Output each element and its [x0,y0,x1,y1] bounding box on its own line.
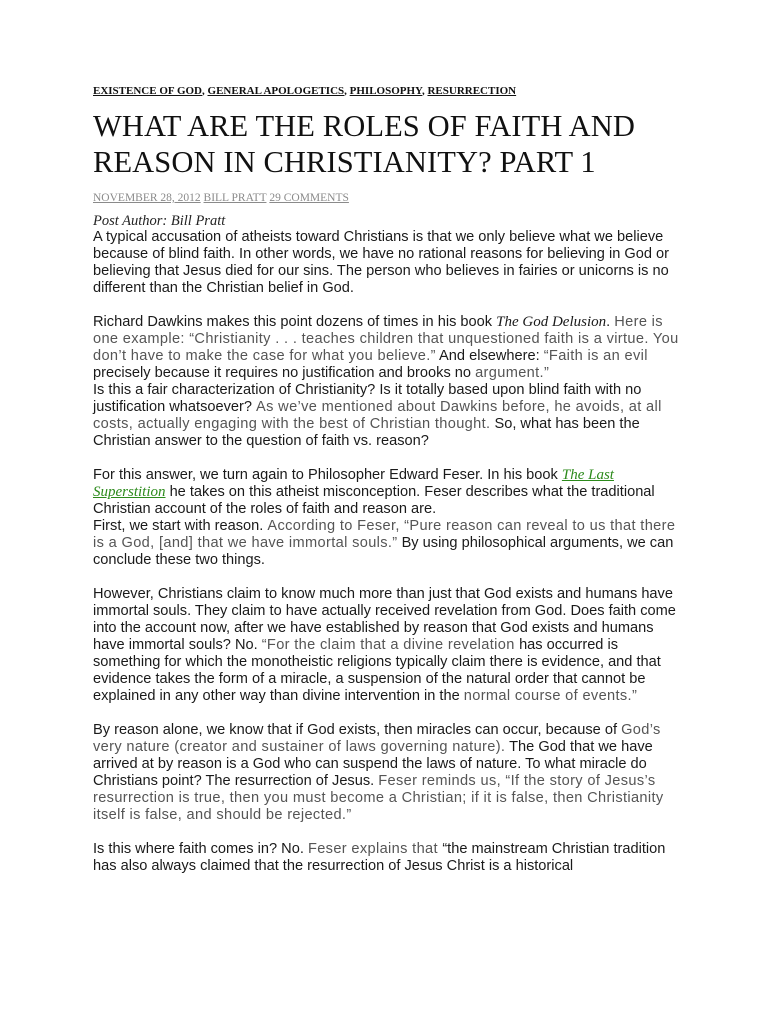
text-run: However, Christians claim to know much more than just that God exists and humans have immortal souls. They claim to have actually received revelation from God. Does faith come into the account now, after we have established by reason that God exists and humans have immortal souls? No. [93,586,676,653]
title-line-2: REASON IN CHRISTIANITY? PART 1 [93,145,596,179]
text-run: “the mainstream Christian tradition has also always claimed that the resurrection of Jesus Christ is a historical [93,841,666,874]
quote: normal course of events.” [463,688,638,704]
post-date-link[interactable]: NOVEMBER 28, 2012 [93,192,201,204]
quote: “For the claim that a divine revelation [261,637,520,653]
paragraph [93,467,683,518]
text-run: . [606,314,615,330]
category-resurrection[interactable]: RESURRECTION [427,85,517,97]
title-line-1: WHAT ARE THE ROLES OF FAITH AND [93,109,635,143]
text-run: By reason alone, we know that if God exists, then miracles can occur, because of [93,722,622,738]
quote: Feser reminds us, “If the story of Jesus’s resurrection is true, then you must become a Christian; if it is false, then Christianity itself is false, and should be rejected.” [93,773,664,823]
quote: According to Feser, “Pure reason can reveal to us that there is a God, [and] that we have immortal souls.” [93,518,676,551]
comments-link[interactable]: 29 COMMENTS [269,192,349,204]
category-existence-of-god[interactable]: EXISTENCE OF GOD [93,85,203,97]
paragraph [93,841,683,875]
quote: “Faith is an evil [543,348,648,364]
text-run: The God that we have arrived at by reason is a God who can suspend the laws of nature. To what miracle do Christians point? The resurrection of Jesus. [93,739,653,789]
category-links: EXISTENCE OF GOD, GENERAL APOLOGETICS, PHILOSOPHY, RESURRECTION [93,85,517,97]
quote: Here is one example: “Christianity . . . teaches children that unquestioned faith is a virtue. You don’t have to make the case for what you believe.” [93,314,679,364]
text-run: For this answer, we turn again to Philosopher Edward Feser. In his book [93,467,562,483]
quote: argument.” [475,365,550,381]
article [93,84,683,875]
text-run: And elsewhere: [435,348,544,364]
post-author: Post Author: Bill Pratt [93,213,226,229]
author-link[interactable]: BILL PRATT [203,192,267,204]
text-run: By using philosophical arguments, we can conclude these two things. [93,535,674,568]
quote: As we’ve mentioned about Dawkins before, he avoids, at all costs, actually engaging with the best of Christian thought. [93,399,662,432]
quote: Feser explains that [307,841,443,857]
text-run: First, we start with reason. [93,518,268,534]
text-run: he takes on this atheist misconception. Feser describes what the traditional Christian account of the roles of faith and reason are. [93,484,655,517]
text-run: has occurred is something for which the monotheistic religions typically claim there is evidence, and that evidence takes the form of a miracle, a suspension of the natural order that cannot be explained in any other way than divine intervention in the [93,637,661,704]
paragraph [93,314,683,382]
paragraph [93,722,683,824]
text-run: precisely because it requires no justification and brooks no [93,365,476,381]
paragraph [93,518,683,569]
paragraph: A typical accusation of atheists toward Christians is that we only believe what we believe because of blind faith. In other words, we have no rational reasons for believing in God or believing that Jesus died for our sins. The person who believes in fairies or unicorns is no different than the Christian belief in God. [93,229,669,296]
paragraph [93,586,683,705]
book-link[interactable]: The Last Superstition [93,467,614,500]
quote: God’s very nature (creator and sustainer of laws governing nature). [93,722,661,755]
paragraph [93,382,683,450]
category-general-apologetics[interactable]: GENERAL APOLOGETICS [207,85,345,97]
text-run: So, what has been the Christian answer to the question of faith vs. reason? [93,416,640,449]
text-run: Is this where faith comes in? No. [93,841,308,857]
text-run: Is this a fair characterization of Christianity? Is it totally based upon blind faith with no justification whatsoever? [93,382,642,415]
post-meta [93,191,683,205]
article-body [93,229,683,875]
book-title: The God Delusion [496,314,607,330]
article-title [93,108,683,180]
category-philosophy[interactable]: PHILOSOPHY [349,85,422,97]
text-run: Richard Dawkins makes this point dozens of times in his book [93,314,497,330]
